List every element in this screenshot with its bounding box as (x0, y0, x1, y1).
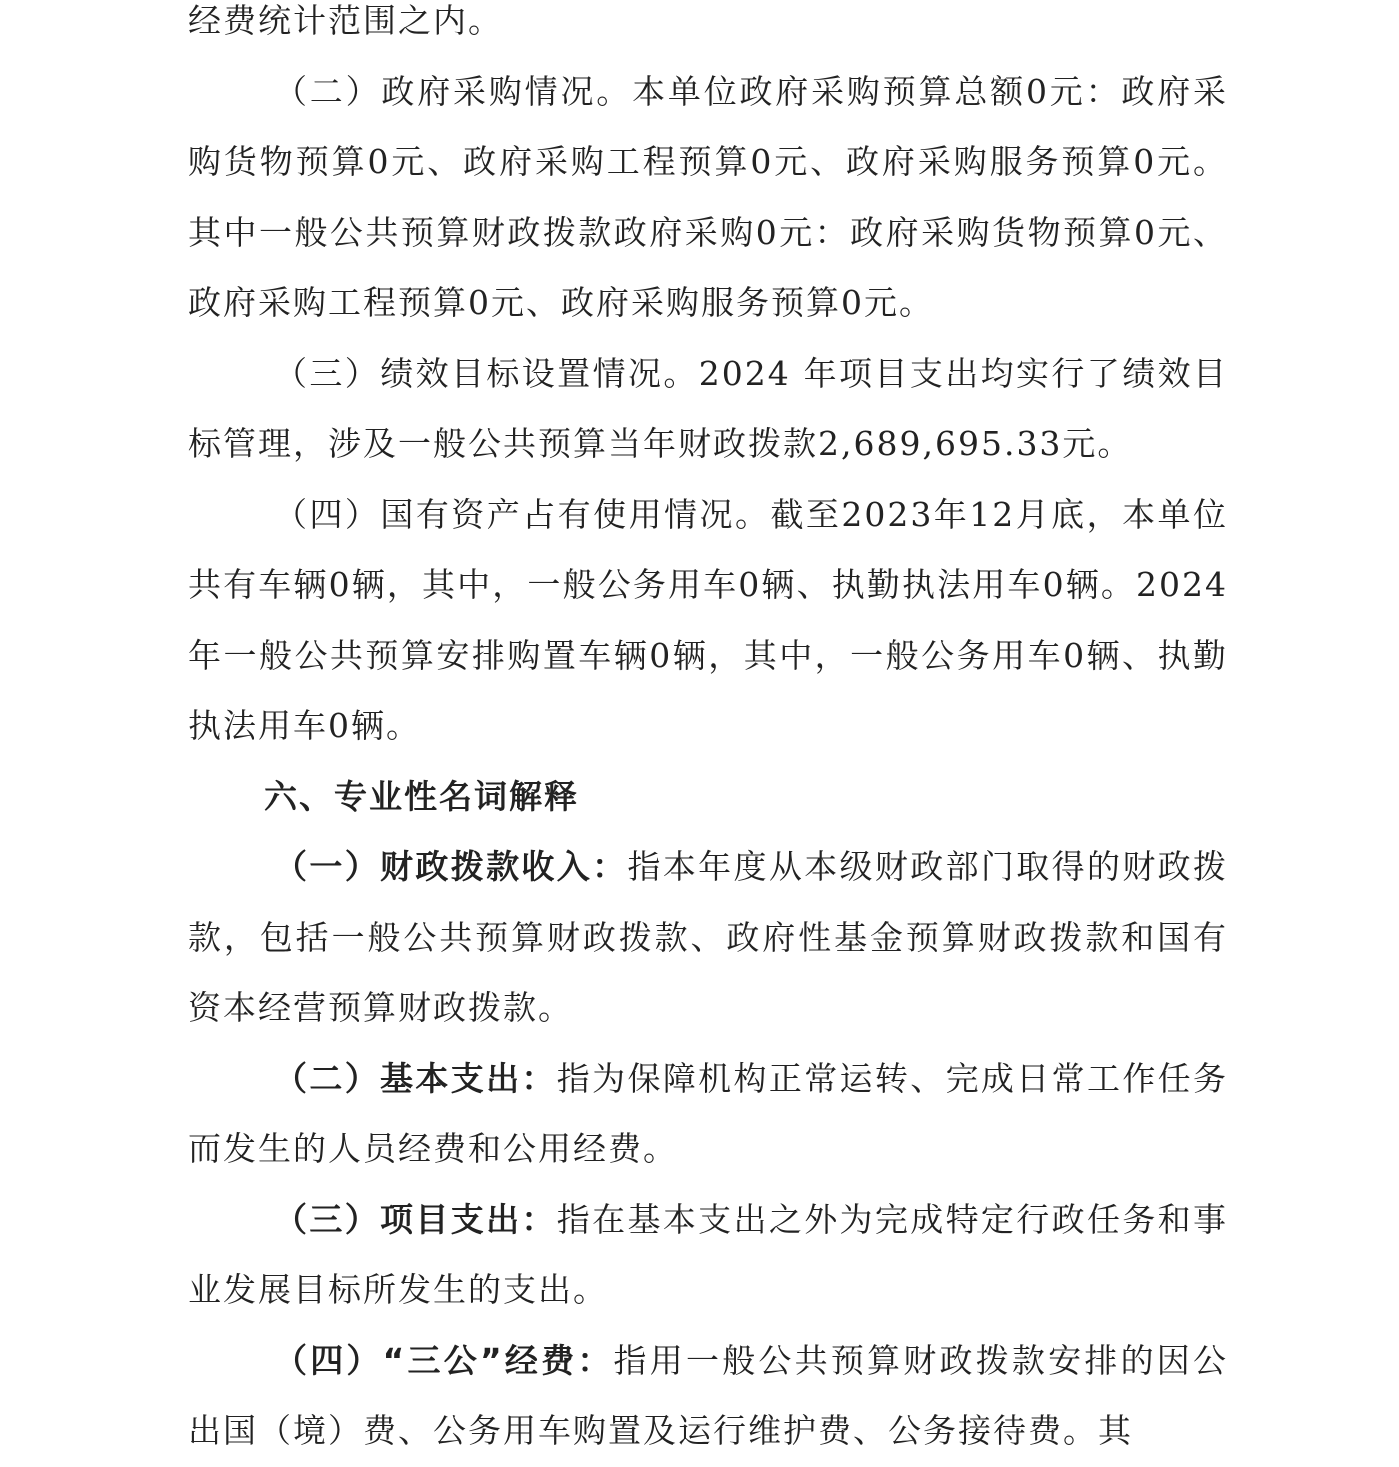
term-lead: （四）“三公”经费： (274, 1340, 614, 1380)
paragraph-three-public-expenses (188, 1326, 1228, 1467)
paragraph-lead: （四）国有资产占有使用情况。 (274, 494, 771, 534)
paragraph-text: 指用一般公共预算财政拨款安排的因公出国（境）费、公务用车购置及运行维护费、公务接待费。其 (188, 1340, 1228, 1450)
term-lead: （三）项目支出： (274, 1199, 557, 1239)
term-lead: （二）基本支出： (274, 1058, 557, 1098)
paragraph-continuation (188, 0, 1228, 57)
paragraph-text: 截至2023年12月底，本单位共有车辆0辆，其中，一般公务用车0辆、执勤执法用车0辆。2024年一般公共预算安排购置车辆0辆，其中，一般公务用车0辆、执勤执法用车0辆。 (188, 494, 1229, 745)
paragraph-fiscal-appropriation-income (188, 832, 1228, 1044)
paragraph-text: 2024 年项目支出均实行了绩效目标管理，涉及一般公共预算当年财政拨款2,689,695.33元。 (188, 353, 1228, 463)
paragraph-government-procurement (188, 57, 1228, 339)
paragraph-state-assets (188, 480, 1228, 762)
paragraph-lead: （三）绩效目标设置情况。 (274, 353, 699, 393)
paragraph-text: 指为保障机构正常运转、完成日常工作任务而发生的人员经费和公用经费。 (188, 1058, 1229, 1168)
paragraph-text: 经费统计范围之内。 (188, 1, 503, 40)
paragraph-text: 本单位政府采购预算总额0元：政府采购货物预算0元、政府采购工程预算0元、政府采购服务预算0元。其中一般公共预算财政拨款政府采购0元：政府采购货物预算0元、政府采购工程预算0元、政府采购服务预算0元。 (188, 71, 1228, 322)
paragraph-lead: （二）政府采购情况。 (274, 71, 633, 111)
paragraph-basic-expenditure (188, 1044, 1228, 1185)
paragraph-performance-goals (188, 339, 1228, 480)
term-lead: （一）财政拨款收入： (274, 847, 628, 886)
paragraph-text: 指本年度从本级财政部门取得的财政拨款，包括一般公共预算财政拨款、政府性基金预算财政拨款和国有资本经营预算财政拨款。 (188, 847, 1229, 1027)
paragraph-project-expenditure (188, 1185, 1228, 1326)
document-page (188, 0, 1228, 1467)
section-heading: 六、专业性名词解释 (264, 776, 579, 816)
paragraph-text: 指在基本支出之外为完成特定行政任务和事业发展目标所发生的支出。 (188, 1199, 1229, 1309)
